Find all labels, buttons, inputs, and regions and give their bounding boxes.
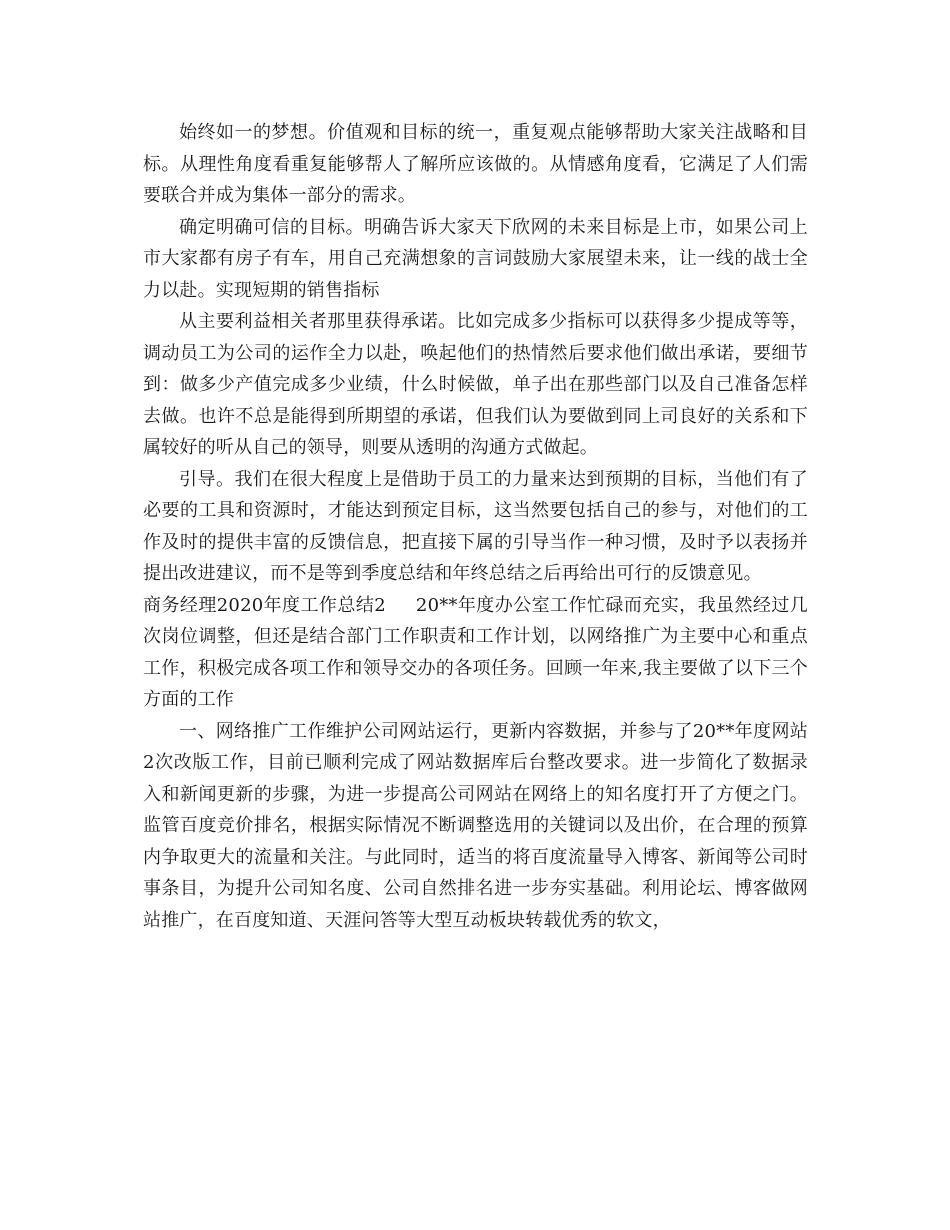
paragraph-guidance: 引导。我们在很大程度上是借助于员工的力量来达到预期的目标，当他们有了必要的工具和资源时，才能达到预定目标，这当然要包括自己的参与，对他们的工作及时的提供丰富的反馈信息，把直接下属的引导当作一种习惯，及时予以表扬并提出改进建议，而不是等到季度总结和年终总结之后再给出可行的反馈意见。 bbox=[143, 468, 808, 584]
paragraph-clear-goals: 确定明确可信的目标。明确告诉大家天下欣网的未来目标是上市，如果公司上市大家都有房子有车，用自己充满想象的言词鼓励大家展望未来，让一线的战士全力以赴。实现短期的销售指标 bbox=[143, 216, 808, 301]
section-title: 商务经理2020年度工作总结2 bbox=[143, 594, 386, 616]
section-intro-text: 20**年度办公室工作忙碌而充实，我虽然经过几次岗位调整，但还是结合部门工作职责和工作计划，以网络推广为主要中心和重点工作，积极完成各项工作和领导交办的各项任务。回顾一年来,我主要做了以下三个方面的工作 bbox=[143, 594, 808, 710]
paragraph-shared-vision: 始终如一的梦想。价值观和目标的统一，重复观点能够帮助大家关注战略和目标。从理性角度看重复能够帮人了解所应该做的。从情感角度看，它满足了人们需要联合并成为集体一部分的需求。 bbox=[143, 122, 808, 206]
section-intro-block bbox=[143, 590, 808, 716]
document-body bbox=[143, 117, 808, 936]
paragraph-commitment: 从主要利益相关者那里获得承诺。比如完成多少指标可以获得多少提成等等，调动员工为公司的运作全力以赴，唤起他们的热情然后要求他们做出承诺，要细节到：做多少产值完成多少业绩，什么时候做，单子出在那些部门以及自己准备怎样去做。也许不总是能得到所期望的承诺，但我们认为要做到同上司良好的关系和下属较好的听从自己的领导，则要从透明的沟通方式做起。 bbox=[143, 311, 808, 458]
paragraph-network-promotion: 一、网络推广工作维护公司网站运行，更新内容数据，并参与了20**年度网站2次改版工作，目前已顺利完成了网站数据库后台整改要求。进一步简化了数据录入和新闻更新的步骤，为进一步提高公司网站在网络上的知名度打开了方便之门。监管百度竞价排名，根据实际情况不断调整选用的关键词以及出价，在合理的预算内争取更大的流量和关注。与此同时，适当的将百度流量导入博客、新闻等公司时事条目，为提升公司知名度、公司自然排名进一步夯实基础。利用论坛、博客做网站推广，在百度知道、天涯问答等大型互动板块转载优秀的软文， bbox=[143, 720, 808, 931]
